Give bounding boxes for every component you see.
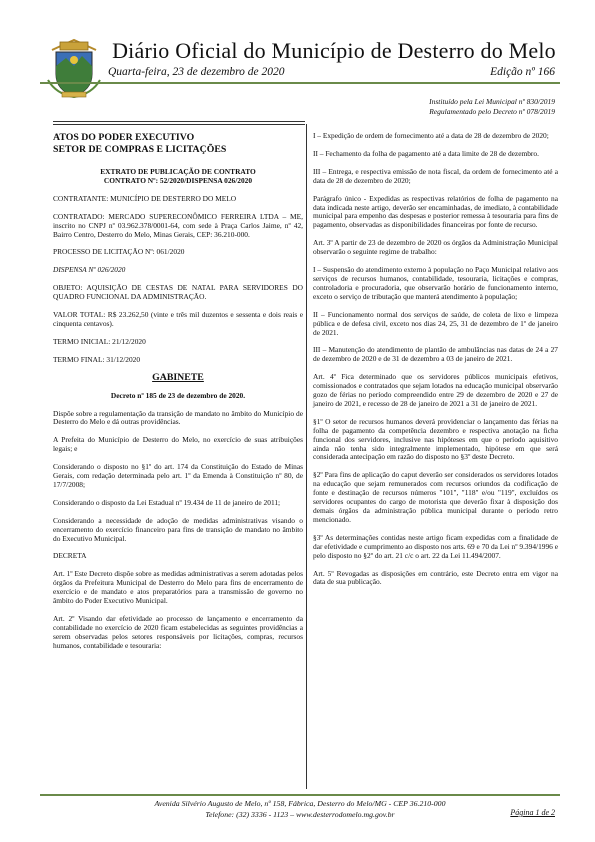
termo-final-text: TERMO FINAL: 31/12/2020	[53, 354, 141, 364]
header-divider	[40, 82, 560, 84]
processo-text: PROCESSO DE LICITAÇÃO Nº: 061/2020	[53, 247, 185, 257]
article-5: Art. 5º Revogadas as disposições em contrário, este Decreto entra em vigor na data de sua publicação.	[313, 568, 558, 587]
ementa-text: Dispõe sobre a regulamentação da transição de mandato no âmbito do Município de Desterro do Melo e dá outras providências.	[53, 408, 303, 427]
column-divider	[306, 124, 307, 789]
prefeita-text: A Prefeita do Município de Desterro do Melo, no exercício de suas atribuições legais; e	[53, 435, 303, 454]
article-2: Art. 2º Visando dar efetividade ao processo de lançamento e encerramento da contabilidade no exercício de 2020 ficam estabelecidas as seguintes providências a serem observadas pelos setores responsáveis por licitações, compras, recursos humanos, contabilidade e tesouraria:	[53, 614, 303, 650]
dispensa-text: DISPENSA Nº 026/2020	[53, 265, 126, 275]
inciso-1: I – Expedição de ordem de fornecimento até a data de 28 de dezembro de 2020;	[313, 131, 549, 140]
article-4: Art. 4º Fica determinado que os servidores públicos municipais efetivos, comissionados e contratados que sejam lotados na educação municipal observarão gozo de férias no período compreendido entre 29 de dezembro de 2020 e 27 de janeiro de 2021, e recesso de 28 de janeiro de 2021 a 31 de janeiro de 2021.	[313, 372, 558, 408]
municipal-coat-of-arms-icon	[46, 36, 102, 98]
section-heading-executive: ATOS DO PODER EXECUTIVO	[53, 132, 195, 143]
contratado-text: CONTRATADO: MERCADO SUPERECONÔMICO FERREIRA LTDA – ME, inscrito no CNPJ nº 03.962.378/0001-64, com sede à Praça Carlos Jaime, nº 42, Bairro Centro, Desterro do Melo, Minas Gerais, CEP: 36.210-000.	[53, 211, 303, 239]
article-1: Art. 1º Este Decreto dispõe sobre as medidas administrativas a serem adotadas pelos órgãos da Prefeitura Municipal de Desterro do Melo para fins de encerramento de exercício e de mandato e atos preparatórios para a transmissão de governo no âmbito do Poder Executivo Municipal.	[53, 569, 303, 606]
article-3-inciso-2: II – Funcionamento normal dos serviços de saúde, de coleta de lixo e limpeza pública e de defesa civil, exceto nos dias 24, 25, 31 de dezembro de 1º de janeiro de 2021.	[313, 309, 558, 337]
gabinete-heading	[53, 371, 303, 383]
article-4-paragraph-3: §3º As determinações contidas neste artigo ficam expedidas com a finalidade de dar efetividade e cumprimento ao disposto nos arts. 69 e 70 da Lei nº 9.394/1996 e pelo disposto no §2º do art. 21 c/c o art. 22 da Lei 11.494/2007.	[313, 532, 558, 560]
decreta-text: DECRETA	[53, 551, 87, 561]
page-number: Página 1 de 2	[510, 808, 555, 817]
institution-law: Instituído pela Lei Municipal nº 830/2019	[429, 97, 555, 106]
considerando-1: Considerando o disposto no §1º do art. 174 da Constituição do Estado de Minas Gerais, com redação determinada pelo art. 1º da Emenda à Constituição nº 80, de 17/7/2008;	[53, 462, 303, 489]
footer-divider	[40, 794, 560, 796]
publication-date: Quarta-feira, 23 de dezembro de 2020	[108, 66, 285, 78]
section-heading-purchases: SETOR DE COMPRAS E LICITAÇÕES	[53, 144, 227, 155]
footer-address: Avenida Silvério Augusto de Melo, nº 158, Fábrica, Desterro do Melo/MG - CEP 36.210-000	[154, 799, 446, 808]
right-column	[313, 132, 558, 596]
termo-inicial-text: TERMO INICIAL: 21/12/2020	[53, 336, 146, 346]
considerando-3: Considerando a necessidade de adoção de medidas administrativas visando o encerramento do exercício financeiro para fins de transição de mandato no âmbito do Executivo Municipal.	[53, 515, 303, 543]
valor-text: VALOR TOTAL: R$ 23.262,50 (vinte e três mil duzentos e sessenta e dois reais e cinquenta centavos).	[53, 310, 303, 328]
contratante-text: CONTRATANTE: MUNICÍPIO DE DESTERRO DO MELO	[53, 193, 237, 203]
edition-number: Edição nº 166	[490, 66, 555, 78]
column-top-rule-2	[53, 124, 305, 125]
regulation-decree: Regulamentado pelo Decreto nº 078/2019	[429, 107, 555, 116]
newspaper-title: Diário Oficial do Município de Desterro do Melo	[112, 38, 556, 63]
inciso-3: III – Entrega, e respectiva emissão de nota fiscal, da ordem de fornecimento até a data de 28 de dezembro de 2020;	[313, 166, 558, 185]
article-4-paragraph-2: §2º Para fins de aplicação do caput deverão ser considerados os servidores lotados na educação que sejam remunerados com recursos oriundos da codificação de fonte e destinação de recursos números "101", "118" e/ou "119", excluídos os servidores ocupantes do cargo de motorista que deverão fixar à disposição dos demais órgãos da administração pública municipal durante o período retro mencionado.	[313, 470, 558, 524]
gabinete-label: GABINETE	[152, 371, 204, 383]
extrato-heading: EXTRATO DE PUBLICAÇÃO DE CONTRATO	[100, 167, 256, 176]
article-3-inciso-3: III – Manutenção do atendimento de plantão de ambulâncias nas datas de 24 a 27 de dezembro de 2020 e de 31 de dezembro a 03 de janeiro de 2021.	[313, 345, 558, 364]
left-column	[53, 132, 303, 660]
paragrafo-unico: Parágrafo único - Expedidas as respectivas relatórios de folha de pagamento na data indicada neste artigo, deverão ser encaminhadas, de imediato, à contabilidade municipal para empenho das despesas e posterior remessa à tesouraria para fins de pagamento, observadas as disponibilidades financeiras por fonte de recurso.	[313, 193, 558, 230]
decree-title: Decreto nº 185 de 23 de dezembro de 2020.	[110, 390, 246, 400]
inciso-2: II – Fechamento da folha de pagamento até a data limite de 28 de dezembro.	[313, 148, 539, 158]
considerando-2: Considerando o disposto da Lei Estadual nº 19.434 de 11 de janeiro de 2011;	[53, 497, 281, 507]
footer-contact: Telefone: (32) 3336 - 1123 – www.desterrodomelo.mg.gov.br	[205, 810, 395, 819]
contract-number: CONTRATO Nº: 52/2020/DISPENSA 026/2020	[103, 175, 253, 185]
objeto-text: OBJETO: AQUISIÇÃO DE CESTAS DE NATAL PARA SERVIDORES DO QUADRO FUNCIONAL DA ADMINISTRAÇÃO.	[53, 283, 303, 302]
article-4-paragraph-1: §1º O setor de recursos humanos deverá providenciar o lançamento das férias na folha de pagamento da competência dezembro e respectiva anotação na ficha funcional dos servidores, inclusive nas hipóteses em que o período aquisitivo ainda não tenha sido integralmente implementado, hipótese em que será considerada antecipação em razão do disposto no §3º deste Decreto.	[313, 416, 558, 462]
column-top-rule	[53, 121, 305, 122]
article-3: Art. 3º A partir de 23 de dezembro de 2020 os órgãos da Administração Municipal observarão o seguinte regime de trabalho:	[313, 238, 558, 257]
article-3-inciso-1: I – Suspensão do atendimento externo à população no Paço Municipal relativo aos serviços de recursos humanos, contabilidade, tesouraria, licitações e compras, controladoria e procuradoria, que observarão horário de funcionamento interno, exceto o serviço de tributação que manterá atendimento à população;	[313, 265, 558, 301]
